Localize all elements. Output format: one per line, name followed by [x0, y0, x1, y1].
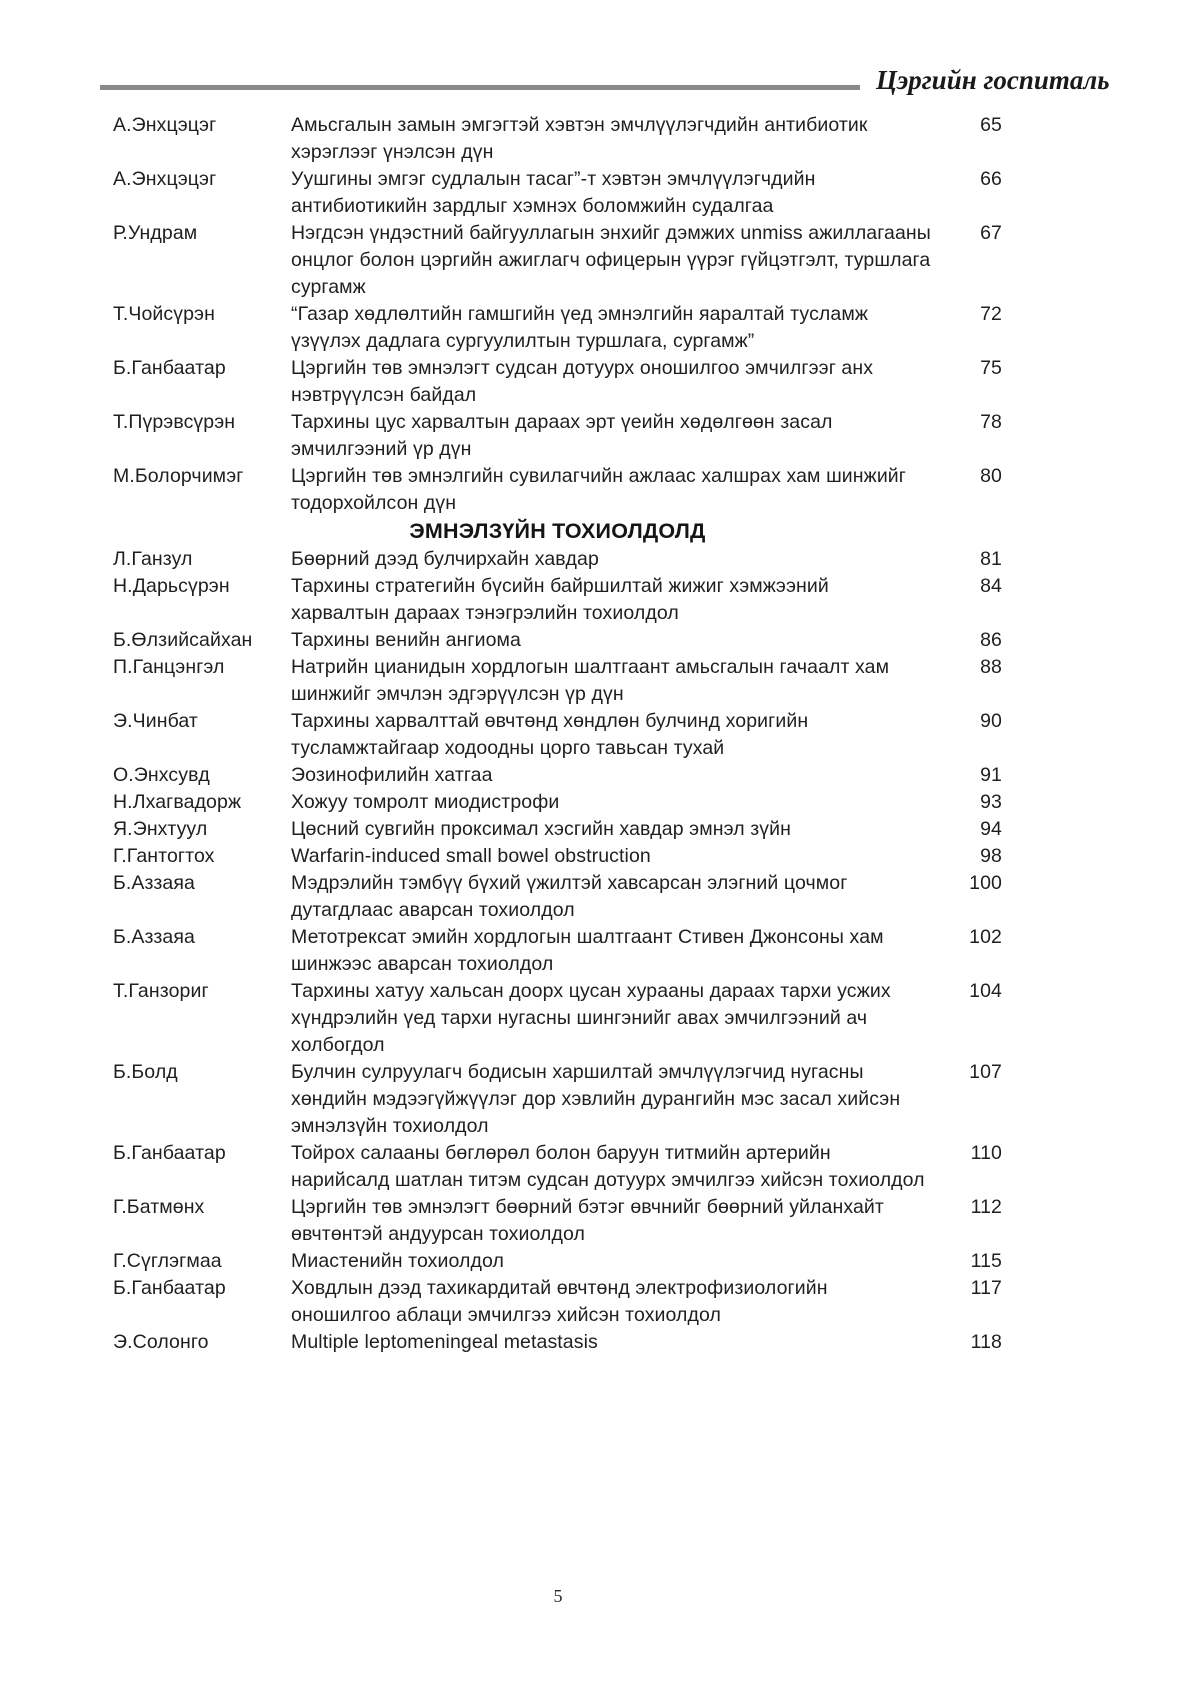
entry-title: “Газар хөдлөлтийн гамшгийн үед эмнэлгийн яаралтай тусламж үзүүлэх дадлага сургуулилтын туршлага, сургамж” — [291, 303, 868, 352]
entry-title: Цэргийн төв эмнэлэгт судсан дотуурх оношилгоо эмчилгээг анх нэвтрүүлсэн байдал — [291, 357, 874, 406]
entry-page-number: 67 — [980, 222, 1002, 244]
entry-title: Нэгдсэн үндэстний байгууллагын энхийг дэмжих unmiss ажиллагааны онцлог болон цэргийн ажиглагч офицерын үүрэг гүйцэтгэлт, туршлага сургамж — [291, 222, 931, 298]
toc-entry — [113, 301, 1002, 355]
journal-title: Цэргийн госпиталь — [876, 65, 1110, 95]
header-divider-rule — [100, 85, 860, 90]
entry-page-number: 78 — [980, 411, 1002, 433]
toc-entry — [113, 546, 1002, 573]
toc-entry — [113, 112, 1002, 166]
entry-author: О.Энхсувд — [113, 764, 210, 786]
toc-entry — [113, 220, 1002, 301]
toc-entry — [113, 816, 1002, 843]
entry-title: Бөөрний дээд булчирхайн хавдар — [291, 548, 599, 570]
entry-title: Натрийн цианидын хордлогын шалтгаант амьсгалын гачаалт хам шинжийг эмчлэн эдгэрүүлсэн үр дүн — [291, 656, 890, 705]
toc-entry — [113, 1194, 1002, 1248]
entry-author: Т.Чойсүрэн — [113, 303, 215, 325]
entry-title: Амьсгалын замын эмгэгтэй хэвтэн эмчлүүлэгчдийн антибиотик хэрэглээг үнэлсэн дүн — [291, 114, 868, 163]
entry-page-number: 118 — [970, 1331, 1002, 1353]
toc-entry — [113, 1329, 1002, 1356]
entry-title: Тойрох салааны бөглөрөл болон баруун титмийн артерийн нарийсалд шатлан титэм судсан дотуурх эмчилгээ хийсэн тохиолдол — [291, 1142, 925, 1191]
entry-author: Г.Батмөнх — [113, 1196, 205, 1218]
entry-title: Булчин сулруулагч бодисын харшилтай эмчлүүлэгчид нугасны хөндийн мэдээгүйжүүлэг дор хэвлийн дурангийн мэс засал хийсэн эмнэлзүйн тохиолдол — [291, 1061, 901, 1137]
entry-page-number: 66 — [980, 168, 1002, 190]
entry-page-number: 104 — [969, 980, 1002, 1002]
entry-page-number: 91 — [980, 764, 1002, 786]
entry-author: Б.Болд — [113, 1061, 178, 1083]
toc-entry — [113, 978, 1002, 1059]
entry-title: Warfarin-induced small bowel obstruction — [291, 845, 651, 867]
entry-page-number: 112 — [970, 1196, 1002, 1218]
toc-entry — [113, 409, 1002, 463]
entry-page-number: 90 — [980, 710, 1002, 732]
entry-page-number: 65 — [980, 114, 1002, 136]
entry-title: Ховдлын дээд тахикардитай өвчтөнд электрофизиологийн оношилгоо аблаци эмчилгээ хийсэн тохиолдол — [291, 1277, 828, 1326]
toc-entry — [113, 463, 1002, 517]
entry-author: Т.Пүрэвсүрэн — [113, 411, 236, 433]
toc-entry — [113, 627, 1002, 654]
entry-title: Эозинофилийн хатгаа — [291, 764, 493, 786]
entry-title: Тархины хатуу хальсан доорх цусан хурааны дараах тархи усжих хүндрэлийн үед тархи нугасны шингэнийг авах эмчилгээний ач холбогдол — [291, 980, 891, 1056]
entry-author: П.Ганцэнгэл — [113, 656, 225, 678]
entry-page-number: 115 — [970, 1250, 1002, 1272]
entry-title: Уушгины эмгэг судлалын тасаг”-т хэвтэн эмчлүүлэгчдийн антибиотикийн зардлыг хэмнэх боломжийн судалгаа — [291, 168, 816, 217]
toc-entry — [113, 1140, 1002, 1194]
section-heading: ЭМНЭЛЗҮЙН ТОХИОЛДОЛД — [409, 519, 706, 543]
entry-page-number: 81 — [980, 548, 1002, 570]
toc-entry — [113, 870, 1002, 924]
entry-title: Метотрексат эмийн хордлогын шалтгаант Стивен Джонсоны хам шинжээс аварсан тохиолдол — [291, 926, 884, 975]
toc-entry — [113, 789, 1002, 816]
entry-author: Н.Лхагвадорж — [113, 791, 242, 813]
entry-page-number: 72 — [980, 303, 1002, 325]
entry-author: Б.Аззаяа — [113, 926, 195, 948]
entry-page-number: 88 — [980, 656, 1002, 678]
entry-author: М.Болорчимэг — [113, 465, 244, 487]
toc-entry — [113, 573, 1002, 627]
entry-author: Б.Аззаяа — [113, 872, 195, 894]
toc-entry — [113, 1059, 1002, 1140]
entry-author: Р.Ундрам — [113, 222, 198, 244]
entry-author: А.Энхцэцэг — [113, 114, 217, 136]
entry-author: Б.Ганбаатар — [113, 1277, 226, 1299]
entry-title: Тархины стратегийн бүсийн байршилтай жижиг хэмжээний харвалтын дараах тэнэгрэлийн тохиолдол — [291, 575, 829, 624]
entry-author: Б.Ганбаатар — [113, 1142, 226, 1164]
entry-author: Н.Дарьсүрэн — [113, 575, 230, 597]
toc-entry — [113, 762, 1002, 789]
entry-author: Э.Чинбат — [113, 710, 198, 732]
entry-author: Э.Солонго — [113, 1331, 209, 1353]
entry-title: Тархины харвалттай өвчтөнд хөндлөн булчинд хоригийн тусламжтайгаар ходоодны цорго тавьсан тухай — [291, 710, 809, 759]
entry-title: Цөсний сувгийн проксимал хэсгийн хавдар эмнэл зүйн — [291, 818, 791, 840]
entry-page-number: 117 — [970, 1277, 1002, 1299]
entry-title: Цэргийн төв эмнэлэгт бөөрний бэтэг өвчнийг бөөрний уйланхайт өвчтөнтэй андуурсан тохиолдол — [291, 1196, 884, 1245]
entry-author: Л.Ганзул — [113, 548, 193, 570]
toc-list — [113, 112, 1002, 1356]
entry-title: Миастенийн тохиолдол — [291, 1250, 504, 1272]
entry-title: Цэргийн төв эмнэлгийн сувилагчийн ажлаас халшрах хам шинжийг тодорхойлсон дүн — [291, 465, 907, 514]
entry-page-number: 75 — [980, 357, 1002, 379]
toc-entry — [113, 1248, 1002, 1275]
entry-author: Г.Сүглэгмаа — [113, 1250, 222, 1272]
entry-title: Мэдрэлийн тэмбүү бүхий үжилтэй хавсарсан элэгний цочмог дутагдлаас аварсан тохиолдол — [291, 872, 848, 921]
entry-author: Я.Энхтуул — [113, 818, 208, 840]
toc-entry — [113, 654, 1002, 708]
entry-page-number: 107 — [969, 1061, 1002, 1083]
entry-title: Multiple leptomeningeal metastasis — [291, 1331, 598, 1353]
footer-page-number: 5 — [553, 1586, 563, 1606]
entry-page-number: 80 — [980, 465, 1002, 487]
entry-author: Б.Ганбаатар — [113, 357, 226, 379]
toc-entry — [113, 1275, 1002, 1329]
entry-page-number: 98 — [980, 845, 1002, 867]
entry-page-number: 84 — [980, 575, 1002, 597]
entry-title: Хожуу томролт миодистрофи — [291, 791, 560, 813]
entry-author: Т.Ганзориг — [113, 980, 209, 1002]
toc-entry — [113, 166, 1002, 220]
entry-author: Б.Өлзийсайхан — [113, 629, 253, 651]
entry-page-number: 93 — [980, 791, 1002, 813]
entry-title: Тархины цус харвалтын дараах эрт үеийн хөдөлгөөн засал эмчилгээний үр дүн — [291, 411, 833, 460]
toc-entry — [113, 355, 1002, 409]
entry-author: А.Энхцэцэг — [113, 168, 217, 190]
toc-entry — [113, 924, 1002, 978]
entry-page-number: 110 — [970, 1142, 1002, 1164]
entry-title: Тархины венийн ангиома — [291, 629, 521, 651]
toc-entry — [113, 843, 1002, 870]
entry-page-number: 86 — [980, 629, 1002, 651]
entry-page-number: 100 — [969, 872, 1002, 894]
entry-author: Г.Гантогтох — [113, 845, 215, 867]
entry-page-number: 102 — [969, 926, 1002, 948]
toc-entry — [113, 708, 1002, 762]
entry-page-number: 94 — [980, 818, 1002, 840]
